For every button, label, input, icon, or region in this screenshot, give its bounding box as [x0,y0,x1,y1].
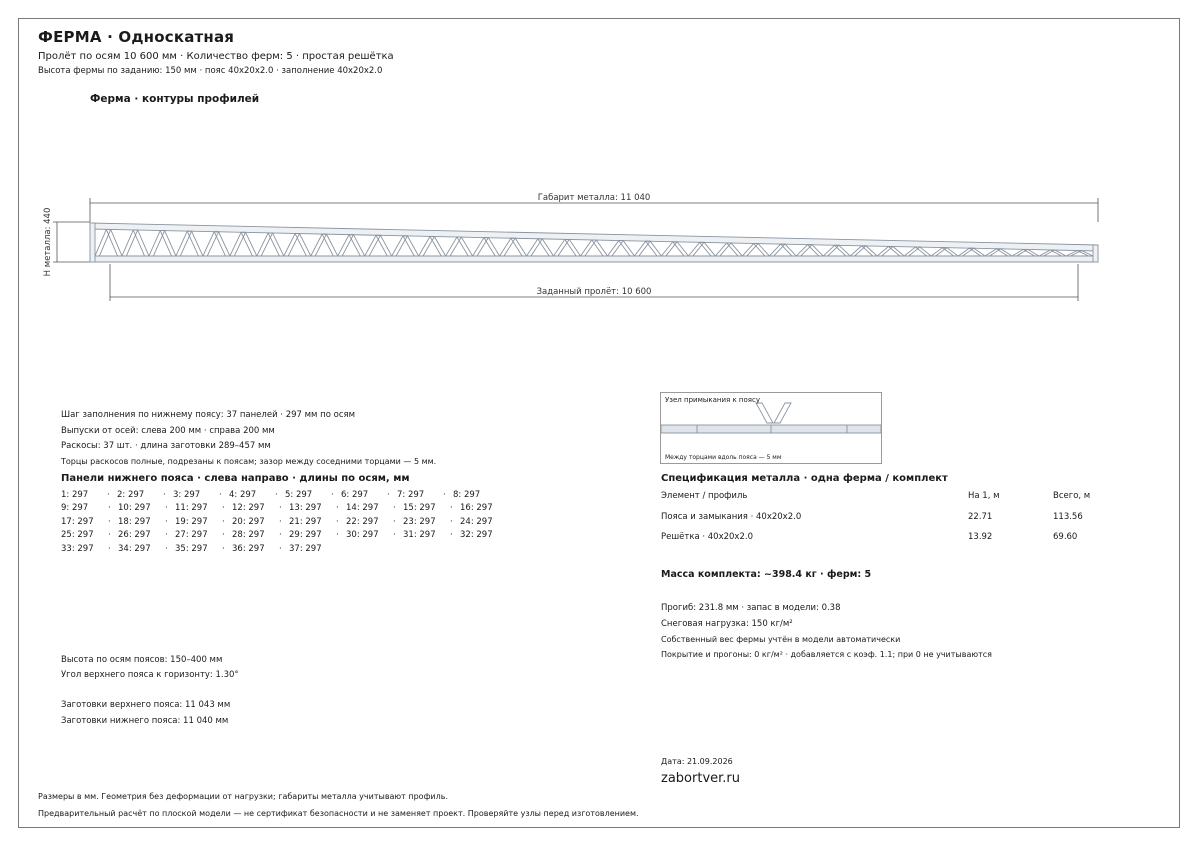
panel-separator: · [450,503,453,514]
drawing-caption: Ферма · контуры профилей [90,93,260,105]
panel-item: 18: 297 [118,516,151,527]
panel-row [61,516,500,529]
panel-item: 23: 297 [403,516,436,527]
panel-item: 29: 297 [289,530,322,541]
note-heights: Высота по осям поясов: 150–400 мм [61,655,223,665]
spec-cell: Пояса и замыкания · 40х20х2.0 [661,512,802,522]
panel-item: 3: 297 [173,490,201,500]
panel-separator: · [107,490,110,500]
dim-height [53,222,90,262]
panel-separator: · [393,530,396,541]
panel-item: 16: 297 [460,503,493,514]
panel-separator: · [279,503,282,514]
panel-row [61,502,500,515]
panel-separator: · [165,503,168,514]
panel-separator: · [279,516,282,527]
panel-row [61,543,500,556]
bottom-chord [90,256,1098,262]
panel-item: 25: 297 [61,530,94,541]
panel-separator: · [336,530,339,541]
spec-header-element: Элемент / профиль [661,491,748,501]
panel-separator: · [163,490,166,500]
panel-item: 28: 297 [232,530,265,541]
panel-item: 7: 297 [397,490,425,500]
panel-item: 14: 297 [346,503,379,514]
footer-site: zabortver.ru [661,771,740,786]
spec-cell: 13.92 [968,532,993,542]
panel-separator: · [108,516,111,527]
panel-item: 24: 297 [460,516,493,527]
spec-cell: 22.71 [968,512,993,522]
spec-title: Спецификация металла · одна ферма / комплект [661,473,948,484]
panel-row [61,489,500,502]
panel-separator: · [443,490,446,500]
panel-item: 36: 297 [232,543,265,554]
footer-note-2: Предварительный расчёт по плоской модели — не сертификат безопасности и не заменяет проект. Проверяйте узлы перед изготовлением. [38,809,639,818]
panel-item: 21: 297 [289,516,322,527]
panel-separator: · [279,543,282,554]
note-angle: Угол верхнего пояса к горизонту: 1.30° [61,670,239,680]
truss-outline [90,223,1098,262]
panel-item: 1: 297 [61,490,89,500]
load-roofing: Покрытие и прогоны: 0 кг/м² · добавляется с коэф. 1.1; при 0 не учитываются [661,650,992,659]
panel-separator: · [222,503,225,514]
panel-separator: · [165,530,168,541]
dim-height-label: Н металла: 440 [43,207,53,277]
joint-detail-inset [660,392,882,464]
panel-separator: · [222,516,225,527]
load-snow: Снеговая нагрузка: 150 кг/м² [661,619,793,629]
panel-item: 17: 297 [61,516,94,527]
subtitle-height: Высота фермы по заданию: 150 мм · пояс 40х20х2.0 · заполнение 40х20х2.0 [38,66,383,76]
web-member [915,247,931,256]
footer-date: Дата: 21.09.2026 [661,757,733,766]
panel-separator: · [108,503,111,514]
panel-item: 32: 297 [460,530,493,541]
panel-separator: · [108,530,111,541]
load-deflection: Прогиб: 231.8 мм · запас в модели: 0.38 [661,603,841,613]
panel-separator: · [450,516,453,527]
panel-separator: · [331,490,334,500]
panel-item: 11: 297 [175,503,208,514]
panel-item: 27: 297 [175,530,208,541]
panel-item: 34: 297 [118,543,151,554]
panel-item: 33: 297 [61,543,94,554]
panel-item: 31: 297 [403,530,436,541]
panel-item: 35: 297 [175,543,208,554]
panel-separator: · [393,503,396,514]
panel-separator: · [165,516,168,527]
web-member [862,246,878,256]
panel-separator: · [219,490,222,500]
web-member [942,248,958,256]
panel-item: 12: 297 [232,503,265,514]
panel-row [61,529,500,542]
spec-cell: 113.56 [1053,512,1083,522]
footer-note-1: Размеры в мм. Геометрия без деформации от нагрузки; габариты металла учитывают профиль. [38,792,448,801]
web-member [969,248,985,256]
panel-separator: · [387,490,390,500]
panel-item: 26: 297 [118,530,151,541]
panels-list [61,489,500,556]
panel-separator: · [222,530,225,541]
panel-item: 22: 297 [346,516,379,527]
panel-item: 8: 297 [453,490,481,500]
panel-item: 20: 297 [232,516,265,527]
web-member [996,249,1012,256]
info-overhangs: Выпуски от осей: слева 200 мм · справа 200 мм [61,426,275,436]
panel-separator: · [393,516,396,527]
end-post-right [1093,245,1098,262]
spec-cell: Решётка · 40х20х2.0 [661,532,753,542]
panel-item: 6: 297 [341,490,369,500]
end-post-left [90,223,95,262]
panel-item: 2: 297 [117,490,145,500]
dim-span-label: Заданный пролёт: 10 600 [536,287,652,297]
panel-item: 19: 297 [175,516,208,527]
note-bottom-blanks: Заготовки нижнего пояса: 11 040 мм [61,716,229,726]
panel-separator: · [279,530,282,541]
spec-header-total: Всего, м [1053,491,1091,501]
spec-header-per-one: На 1, м [968,491,1000,501]
panels-title: Панели нижнего пояса · слева направо · длины по осям, мм [61,473,410,484]
panel-separator: · [275,490,278,500]
note-top-blanks: Заготовки верхнего пояса: 11 043 мм [61,700,231,710]
inset-title: Узел примыкания к поясу [665,396,760,404]
top-chord [90,223,1098,251]
page-title: ФЕРМА · Односкатная [38,28,235,46]
panel-item: 30: 297 [346,530,379,541]
panel-separator: · [336,516,339,527]
dim-overall-label: Габарит металла: 11 040 [537,193,651,203]
spec-table [661,491,1091,552]
info-ends: Торцы раскосов полные, подрезаны к поясам; зазор между соседними торцами — 5 мм. [61,457,437,466]
info-braces: Раскосы: 37 шт. · длина заготовки 289–457 мм [61,441,271,451]
panel-separator: · [450,530,453,541]
truss-drawing [0,0,1200,320]
web-member [1050,250,1066,256]
spec-cell: 69.60 [1053,532,1078,542]
panel-item: 4: 297 [229,490,257,500]
load-self-weight: Собственный вес фермы учтён в модели автоматически [661,635,901,644]
spec-row [661,512,1081,532]
spec-header-row [661,491,1091,511]
info-fill-step: Шаг заполнения по нижнему поясу: 37 панелей · 297 мм по осям [61,410,356,420]
subtitle-span: Пролёт по осям 10 600 мм · Количество ферм: 5 · простая решётка [38,51,394,62]
mass-total: Масса комплекта: ~398.4 кг · ферм: 5 [661,569,872,580]
panel-item: 13: 297 [289,503,322,514]
web-member [1077,251,1093,256]
inset-note: Между торцами вдоль пояса — 5 мм [665,454,782,461]
panel-item: 15: 297 [403,503,436,514]
spec-row [661,532,1081,552]
panel-separator: · [336,503,339,514]
panel-separator: · [108,543,111,554]
panel-item: 5: 297 [285,490,313,500]
web-member [1023,249,1039,256]
panel-separator: · [165,543,168,554]
web-member [889,246,905,256]
panel-separator: · [222,543,225,554]
panel-item: 9: 297 [61,503,89,514]
panel-item: 10: 297 [118,503,151,514]
panel-item: 37: 297 [289,543,322,554]
